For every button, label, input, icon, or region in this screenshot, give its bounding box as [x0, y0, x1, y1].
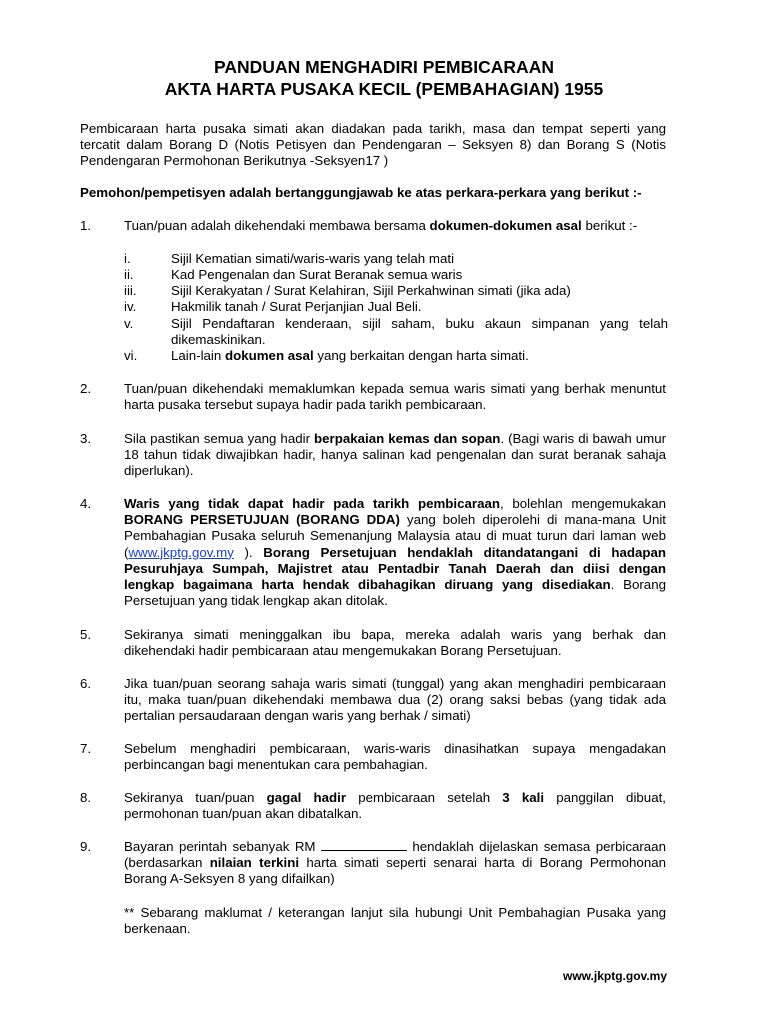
document-page: PANDUAN MENGHADIRI PEMBICARAAN AKTA HARTA PUSAKA KECIL (PEMBAHAGIAN) 1955 Pembicaraan harta pusaka simati akan diadakan pada tarikh, masa dan tempat seperti yang tercatit dalam Borang D (Notis Petisyen dan Pendengaran – Seksyen 8) dan Borang S (Notis Pendengaran Permohonan Berikutnya -Seksyen17 ) Pemohon/pempetisyen adalah bertanggungjawab ke atas perkara-perkara yang berikut :- 1. Tuan/puan adalah dikehendaki membawa bersama dokumen-dokumen asal berikut :- i. Sijil Kematian simati/waris-waris yang telah mati ii. Kad Pengenalan dan Surat Beranak semua waris iii. Sijil Kerakyatan / Surat Kelahiran, Sijil Perkahwinan simati (jika ada) iv. Hakmilik tanah / Surat Perjanjian Jual Beli. v. Sijil Pendaftaran kenderaan, sijil saham, buku akaun simpanan yang telah dikemaskinikan. vi. Lain-lain dokumen asal yang berkaitan dengan harta simati. 2. Tuan/puan dikehendaki memaklumkan kepada semua waris simati yang berhak menuntut harta pusaka tersebut supaya hadir pada tarikh pembicaraan. 3. Sila pastikan semua yang hadir berpakaian kemas dan sopan. (Bagi waris di bawah umur 18 tahun tidak diwajibkan hadir, hanya salinan kad pengenalan dan surat beranak sahaja diperlukan). 4. Waris yang tidak dapat hadir pada tarikh pembicaraan, bolehlan mengemukakan BORANG PERSETUJUAN (BORANG DDA) yang boleh diperolehi di mana-mana Unit Pembahagian Pusaka seluruh Semenanjung Malaysia atau di muat turun dari laman web (www.jkptg.gov.my ). Borang Persetujuan hendaklah ditandatangani di hadapan Pesuruhjaya Sumpah, Majistret atau Pentadbir Tanah Daerah dan diisi dengan lengkap bagaimana harta hendak dibahagikan diruang yang disediakan. Borang Persetujuan yang tidak lengkap akan ditolak. 5. Sekiranya simati meninggalkan ibu bapa, mereka adalah waris yang berhak dan dikehendaki hadir pembicaraan atau mengemukakan Borang Persetujuan. 6. Jika tuan/puan seorang sahaja waris simati (tunggal) yang akan menghadiri pembicaraan itu, maka tuan/puan dikehendaki membawa dua (2) orang saksi bebas (yang tidak ada pertalian persaudaraan dengan waris yang berhak / simati) 7. Sebelum menghadiri pembicaraan, waris-waris dinasihatkan supaya mengadakan perbincangan bagi menentukan cara pembahagian. 8. Sekiranya tuan/puan gagal hadir pembicaraan setelah 3 kali panggilan dibuat, permohonan tuan/puan akan dibatalkan. 9. Bayaran perintah sebanyak RM hendaklah dijelaskan semasa perbicaraan (berdasarkan nilaian terkini harta simati seperti senarai harta di Borang Permohonan Borang A-Seksyen 8 yang difailkan) ** Sebarang maklumat / keterangan lanjut sila hubungi Unit Pembahagian Pusaka yang berkenaan. www.jkptg.gov.my [0, 0, 768, 1024]
item-text: Tuan/puan dikehendaki memaklumkan kepada semua waris simati yang berhak menuntut harta pusaka tersebut supaya hadir pada tarikh pembicaraan. [124, 381, 666, 413]
document-title: PANDUAN MENGHADIRI PEMBICARAAN [214, 57, 554, 77]
amount-blank [321, 839, 407, 851]
footnote: ** Sebarang maklumat / keterangan lanjut sila hubungi Unit Pembahagian Pusaka yang berkenaan. [124, 905, 666, 937]
item-text: Jika tuan/puan seorang sahaja waris simati (tunggal) yang akan menghadiri pembicaraan itu, maka tuan/puan dikehendaki membawa dua (2) orang saksi bebas (yang tidak ada pertalian persaudaraan dengan waris yang berhak / simati) [124, 676, 666, 724]
item-text: Sekiranya tuan/puan gagal hadir pembicaraan setelah 3 kali panggilan dibuat, permohonan tuan/puan akan dibatalkan. [124, 790, 666, 822]
document-subtitle: AKTA HARTA PUSAKA KECIL (PEMBAHAGIAN) 1955 [164, 79, 604, 99]
item-text: Sekiranya simati meninggalkan ibu bapa, mereka adalah waris yang berhak dan dikehendaki hadir pembicaraan atau mengemukakan Borang Persetujuan. [124, 627, 666, 659]
item-text: Bayaran perintah sebanyak RM hendaklah dijelaskan semasa perbicaraan (berdasarkan nilaian terkini harta simati seperti senarai harta di Borang Permohonan Borang A-Seksyen 8 yang difailkan) [124, 839, 667, 887]
item-text: Sila pastikan semua yang hadir berpakaian kemas dan sopan. (Bagi waris di bawah umur 18 tahun tidak diwajibkan hadir, hanya salinan kad pengenalan dan surat beranak sahaja diperlukan). [124, 431, 667, 479]
item-text: Tuan/puan adalah dikehendaki membawa bersama dokumen-dokumen asal berikut :- [124, 218, 638, 233]
intro-paragraph: Pembicaraan harta pusaka simati akan diadakan pada tarikh, masa dan tempat seperti yang tercatit dalam Borang D (Notis Petisyen dan Pendengaran – Seksyen 8) dan Borang S (Notis Pendengaran Permohonan Berikutnya -Seksyen17 ) [80, 121, 666, 169]
footer-website: www.jkptg.gov.my [562, 969, 667, 983]
item-text: Waris yang tidak dapat hadir pada tarikh pembicaraan, bolehlan mengemukakan BORANG PERSETUJUAN (BORANG DDA) yang boleh diperolehi di mana-mana Unit Pembahagian Pusaka seluruh Semenanjung Malaysia atau di muat turun dari laman web (www.jkptg.gov.my ). Borang Persetujuan hendaklah ditandatangani di hadapan Pesuruhjaya Sumpah, Majistret atau Pentadbir Tanah Daerah dan diisi dengan lengkap bagaimana harta hendak dibahagikan diruang yang disediakan. Borang Persetujuan yang tidak lengkap akan ditolak. [124, 496, 666, 609]
jkptg-website-link[interactable]: www.jkptg.gov.my [128, 544, 234, 560]
responsibility-heading: Pemohon/pempetisyen adalah bertanggungjawab ke atas perkara-perkara yang berikut :- [80, 185, 642, 200]
item-text: Sebelum menghadiri pembicaraan, waris-waris dinasihatkan supaya mengadakan perbincangan bagi menentukan cara pembahagian. [124, 741, 666, 773]
item-number: 1. [80, 218, 92, 233]
